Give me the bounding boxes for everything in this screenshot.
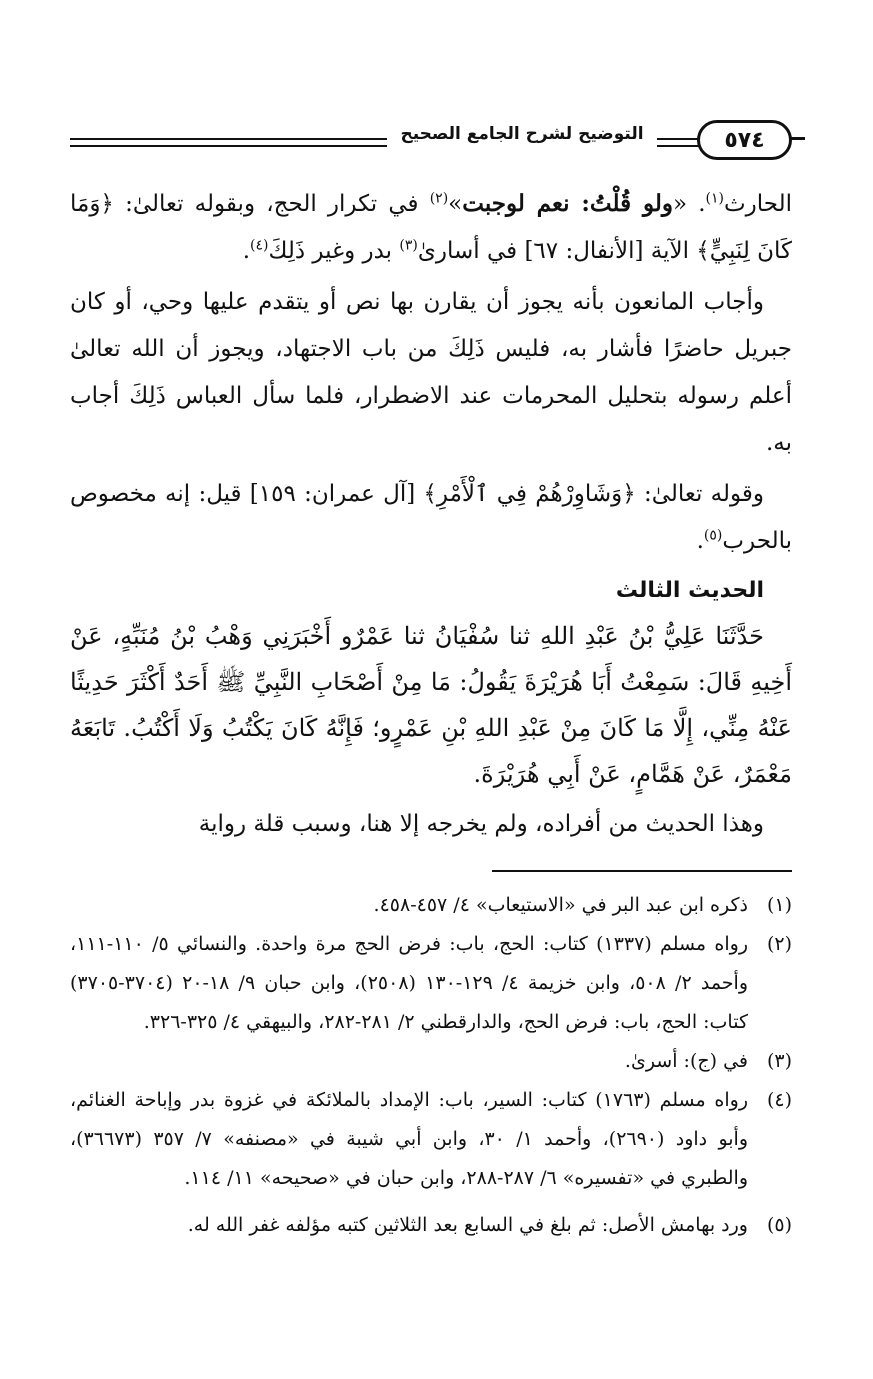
text-segment: الحارث (724, 191, 793, 217)
text-segment: بدر وغير ذَلِكَ (268, 238, 400, 264)
text-segment: . « (672, 191, 706, 217)
text-segment: وقوله تعالىٰ: ﴿وَشَاوِرْهُمْ فِي ٱلْأَمْرِ﴾ [آل عمران: ١٥٩] قيل: إنه مخصوص بالحرب (70, 481, 792, 554)
footnote-text: رواه مسلم (١٧٦٣) كتاب: السير، باب: الإمداد بالملائكة في غزوة بدر وإباحة الغنائم، وأبو داود (٢٦٩٠)، وأحمد ١/ ٣٠، وابن أبي شيبة في «مصنفه» ٧/ ٣٥٧ (٣٦٦٧٣)، والطبري في «تفسيره» ٦/ ٢٨٧-٢٨٨، وابن حبان في «صحيحه» ١١/ ١١٤. (70, 1089, 749, 1189)
footnote-number: (٤) (766, 1089, 792, 1111)
header-rule-left (70, 138, 387, 140)
paragraph-3 (70, 471, 792, 565)
header-rule-short (657, 138, 687, 140)
footnote-text: ورد بهامش الأصل: ثم بلغ في السابع بعد الثلاثين كتبه مؤلفه غفر الله له. (187, 1214, 748, 1236)
footnote-ref: (٥) (703, 527, 723, 544)
footnote-ref: (١) (705, 190, 724, 207)
page-header (70, 120, 792, 172)
footnote-text: رواه مسلم (١٣٣٧) كتاب: الحج، باب: فرض الحج مرة واحدة. والنسائي ٥/ ١١٠-١١١، وأحمد ٢/ ٥٠٨، وابن خزيمة ٤/ ١٢٩-١٣٠ (٢٥٠٨)، وابن حبان ٩/ ١٨-٢٠ (٣٧٠٤-٣٧٠٥) كتاب: الحج، باب: فرض الحج، والدارقطني ٢/ ٢٨١-٢٨٢، والبيهقي ٤/ ٣٢٥-٣٢٦. (70, 933, 748, 1033)
text-segment: . (696, 528, 704, 554)
footnote-number: (٥) (766, 1214, 792, 1236)
text-segment: » (448, 191, 463, 217)
footnote-ref: (٤) (250, 237, 269, 254)
hadith-quote: ولو قُلْتُ: نعم لوجبت (462, 190, 673, 217)
book-page (70, 120, 792, 1245)
footnote-3 (70, 1042, 792, 1081)
footnote-2 (70, 925, 792, 1042)
footnote-1 (70, 886, 792, 925)
footnote-number: (١) (766, 894, 792, 916)
hadith-text: حَدَّثَنَا عَلِيُّ بْنُ عَبْدِ اللهِ ثنا سُفْيَانُ ثنا عَمْرٌو أَخْبَرَنِي وَهْبُ بْنُ مُنَبِّهٍ، عَنْ أَخِيهِ قَالَ: سَمِعْتُ أَبَا هُرَيْرَةَ يَقُولُ: مَا مِنْ أَصْحَابِ النَّبِيِّ ﷺ أَحَدٌ أَكْثَرَ حَدِيثًا عَنْهُ مِنِّي، إِلَّا مَا كَانَ مِنْ عَبْدِ اللهِ بْنِ عَمْرٍو؛ فَإِنَّهُ كَانَ يَكْتُبُ وَلَا أَكْتُبُ. تَابَعَهُ مَعْمَرٌ، عَنْ هَمَّامٍ، عَنْ أَبِي هُرَيْرَةَ. (70, 622, 792, 788)
footnote-5 (70, 1206, 792, 1245)
paragraph-1 (70, 180, 792, 275)
footnote-text: ذكره ابن عبد البر في «الاستيعاب» ٤/ ٤٥٧-٤٥٨. (373, 894, 748, 916)
text-segment: في تكرار الحج، وبقوله تعالىٰ: ﴿وَمَا كَانَ لِنَبِيٍّ﴾ الآية [الأنفال: ٦٧] في أسارىٰ (70, 191, 792, 264)
footnote-number: (٣) (766, 1050, 792, 1072)
footnote-text: في (ج): أسرىٰ. (624, 1050, 748, 1072)
footnote-separator (492, 870, 792, 872)
text-segment: . (242, 238, 251, 264)
paragraph-4: وهذا الحديث من أفراده، ولم يخرجه إلا هنا، وسبب قلة رواية (198, 811, 764, 837)
page-number: ٥٧٤ (724, 127, 765, 153)
footnote-4 (70, 1081, 792, 1198)
page-number-badge (697, 120, 792, 160)
main-text (70, 180, 792, 848)
footnote-ref: (٢) (429, 190, 449, 207)
paragraph-2: وأجاب المانعون بأنه يجوز أن يقارن بها نص أو يتقدم عليها وحي، أو كان جبريل حاضرًا فأشار به، فليس ذَلِكَ من باب الاجتهاد، ويجوز أن الله تعالىٰ أعلم رسوله بتحليل المحرمات عند الاضطرار، فلما سأل العباس ذَلِكَ أجاب به. (70, 289, 792, 456)
footnotes (70, 886, 792, 1245)
footnote-number: (٢) (766, 933, 792, 955)
footnote-ref: (٣) (399, 237, 418, 254)
running-title: التوضيح لشرح الجامع الصحيح (400, 124, 644, 144)
section-heading: الحديث الثالث (615, 578, 764, 603)
